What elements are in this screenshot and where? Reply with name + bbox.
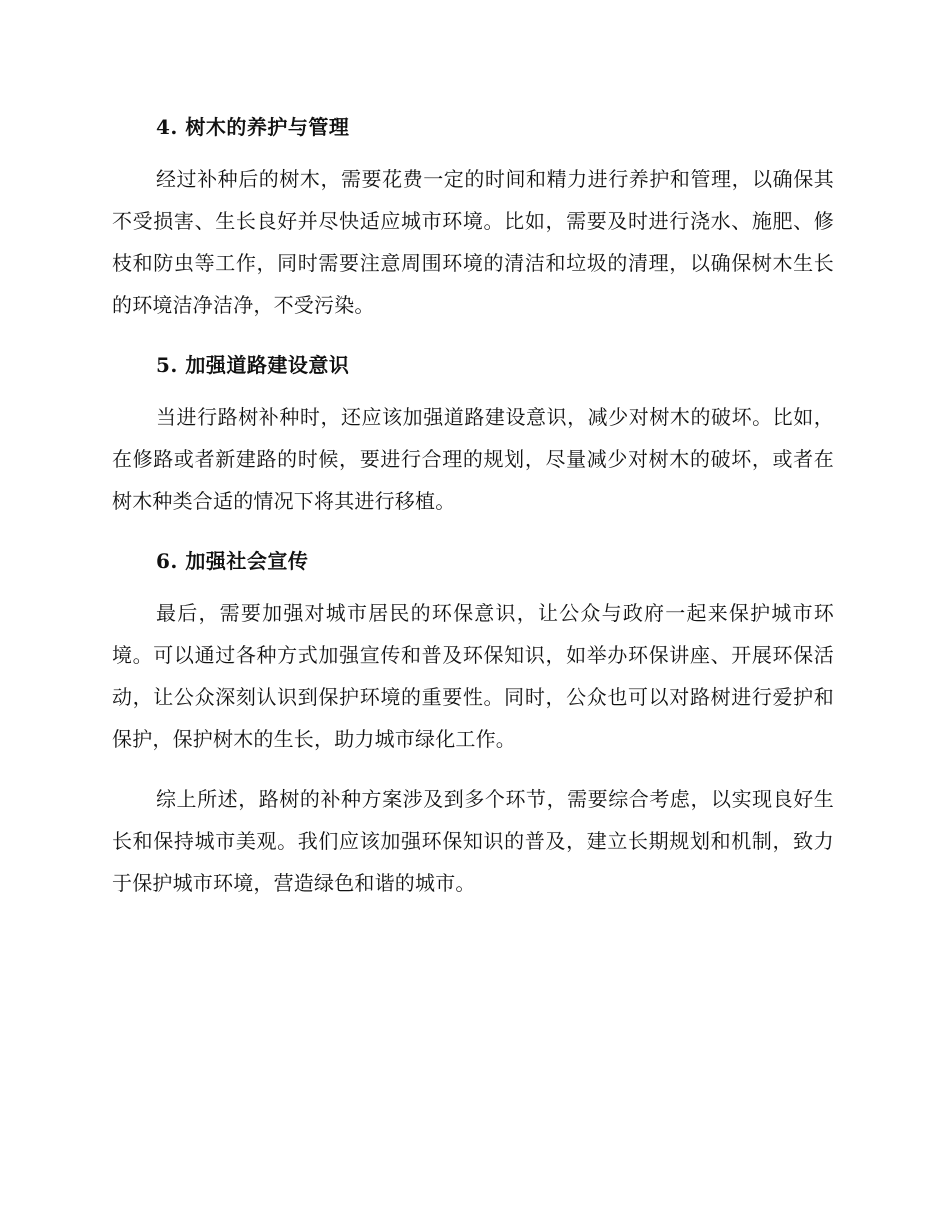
document-body <box>112 110 834 922</box>
section-heading-4: 4. 树木的养护与管理 <box>156 115 350 139</box>
section-heading-6: 6. 加强社会宣传 <box>156 549 309 573</box>
conclusion-paragraph: 综上所述，路树的补种方案涉及到多个环节，需要综合考虑，以实现良好生长和保持城市美观。我们应该加强环保知识的普及，建立长期规划和机制，致力于保护城市环境，营造绿色和谐的城市。 <box>112 787 834 895</box>
section-paragraph-4: 经过补种后的树木，需要花费一定的时间和精力进行养护和管理，以确保其不受损害、生长良好并尽快适应城市环境。比如，需要及时进行浇水、施肥、修枝和防虫等工作，同时需要注意周围环境的清洁和垃圾的清理，以确保树木生长的环境洁净洁净，不受污染。 <box>112 167 834 317</box>
section-paragraph-6: 最后，需要加强对城市居民的环保意识，让公众与政府一起来保护城市环境。可以通过各种方式加强宣传和普及环保知识，如举办环保讲座、开展环保活动，让公众深刻认识到保护环境的重要性。同时，公众也可以对路树进行爱护和保护，保护树木的生长，助力城市绿化工作。 <box>112 601 834 751</box>
section-heading-5: 5. 加强道路建设意识 <box>156 353 350 377</box>
section-paragraph-5: 当进行路树补种时，还应该加强道路建设意识，减少对树木的破坏。比如，在修路或者新建路的时候，要进行合理的规划，尽量减少对树木的破坏，或者在树木种类合适的情况下将其进行移植。 <box>112 405 834 513</box>
